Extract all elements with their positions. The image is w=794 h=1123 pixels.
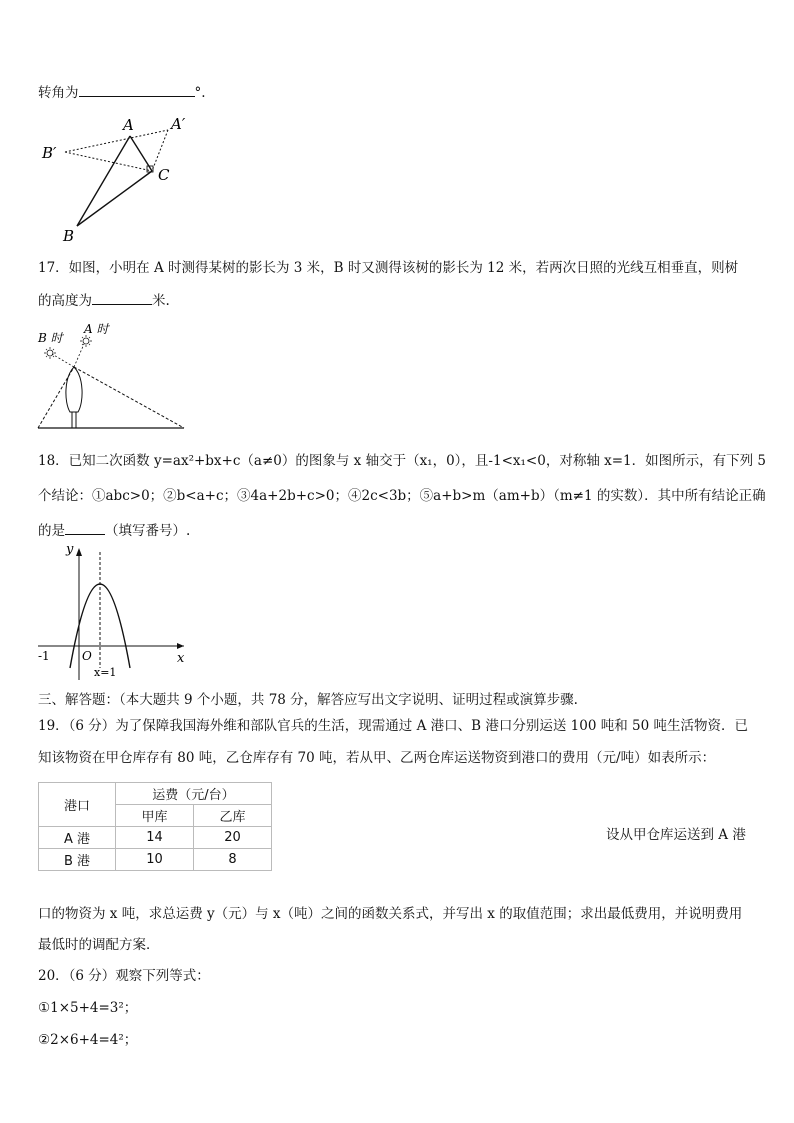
- cell-port: A 港: [39, 827, 116, 849]
- cell-yi: 20: [194, 827, 272, 849]
- cell-yi: 8: [194, 849, 272, 871]
- cell-jia: 10: [116, 849, 194, 871]
- q18-text-end: （填写番号）.: [105, 523, 191, 539]
- sunray-a: [74, 367, 184, 428]
- tree-crown: [66, 367, 82, 412]
- sun-a-icon: [80, 335, 92, 347]
- label-origin: O: [82, 649, 92, 663]
- segment-ab: [77, 136, 130, 226]
- label-a-prime: A′: [171, 115, 186, 133]
- label-b-prime: B′: [42, 144, 57, 162]
- q17-line1: 17．如图，小明在 A 时测得某树的影长为 3 米，B 时又测得该树的影长为 12 米，若两次日照的光线互相垂直，则树: [38, 260, 739, 276]
- label-symmetry-axis: x=1: [94, 666, 117, 679]
- q16-triangle-figure: [36, 110, 186, 245]
- label-c: C: [158, 166, 170, 184]
- section3-heading: 三、解答题：（本大题共 9 个小题，共 78 分，解答应写出文字说明、证明过程或演算步骤.: [38, 692, 578, 708]
- q18-line3: [38, 520, 190, 540]
- header-jia: 甲库: [116, 805, 194, 827]
- q18-answer-blank: [65, 520, 105, 535]
- q18-line1: 18．已知二次函数 y=ax²+bx+c（a≠0）的图象与 x 轴交于（x₁，0），且-1<x₁<0，对称轴 x=1．如图所示，有下列 5: [38, 453, 767, 469]
- sun-b-icon: [44, 347, 56, 359]
- q20-line1: 20．（6 分）观察下列等式：: [38, 968, 210, 984]
- label-y: y: [66, 542, 74, 557]
- q19-line2: 知该物资在甲仓库存有 80 吨，乙仓库存有 70 吨，若从甲、乙两仓库运送物资到港口的费用（元/吨）如表所示：: [38, 750, 716, 766]
- freight-table: [38, 782, 272, 871]
- x-axis-arrow: [177, 643, 184, 649]
- q19-line3: 口的物资为 x 吨，求总运费 y（元）与 x（吨）之间的函数关系式，并写出 x 的取值范围；求出最低费用，并说明费用: [38, 906, 743, 922]
- label-b-time: B 时: [38, 331, 63, 345]
- table-row: [39, 849, 272, 871]
- q17-tree-shadow-figure: [34, 322, 194, 432]
- sunray-a-extension: [74, 344, 84, 367]
- q17-text: 的高度为: [38, 293, 92, 309]
- header-yi: 乙库: [194, 805, 272, 827]
- q17-line2: [38, 290, 170, 310]
- q19-line4: 最低时的调配方案．: [38, 937, 160, 953]
- segment-bc: [77, 171, 152, 226]
- q18-text: 的是: [38, 523, 65, 539]
- q18-line2: 个结论：①abc>0；②b<a+c；③4a+2b+c>0；④2c<3b；⑤a+b>m（am+b）（m≠1 的实数）．其中所有结论正确: [38, 488, 766, 504]
- header-port: 港口: [39, 783, 116, 827]
- q19-line1: 19．（6 分）为了保障我国海外维和部队官兵的生活，现需通过 A 港口、B 港口分别运送 100 吨和 50 吨生活物资．已: [38, 718, 748, 734]
- segment-a-prime-c: [152, 130, 168, 171]
- q18-parabola-figure: [34, 540, 194, 685]
- label-b: B: [63, 227, 75, 245]
- q17-text-end: 米.: [152, 293, 170, 309]
- table-row: [39, 827, 272, 849]
- y-axis-arrow: [76, 548, 82, 556]
- q19-side-text: 设从甲仓库运送到 A 港: [606, 827, 746, 843]
- cell-port: B 港: [39, 849, 116, 871]
- segment-b-prime-c: [65, 152, 152, 171]
- q20-eq2: ②2×6+4=4²；: [38, 1032, 138, 1048]
- q20-eq1: ①1×5+4=3²；: [38, 1000, 138, 1016]
- label-a: A: [123, 116, 134, 134]
- label-x: x: [177, 651, 185, 666]
- header-freight: 运费（元/台）: [116, 783, 272, 805]
- label-minus-one: -1: [38, 649, 50, 663]
- label-a-time: A 时: [84, 322, 109, 336]
- q17-answer-blank: [92, 290, 152, 305]
- sunray-b-extension: [52, 354, 74, 367]
- q16-answer-blank: [79, 82, 195, 97]
- q16-answer-line: [38, 82, 206, 102]
- cell-jia: 14: [116, 827, 194, 849]
- q16-text: 转角为: [38, 85, 79, 101]
- segment-b-prime-a-prime: [65, 130, 168, 152]
- q16-text-end: °.: [194, 85, 206, 101]
